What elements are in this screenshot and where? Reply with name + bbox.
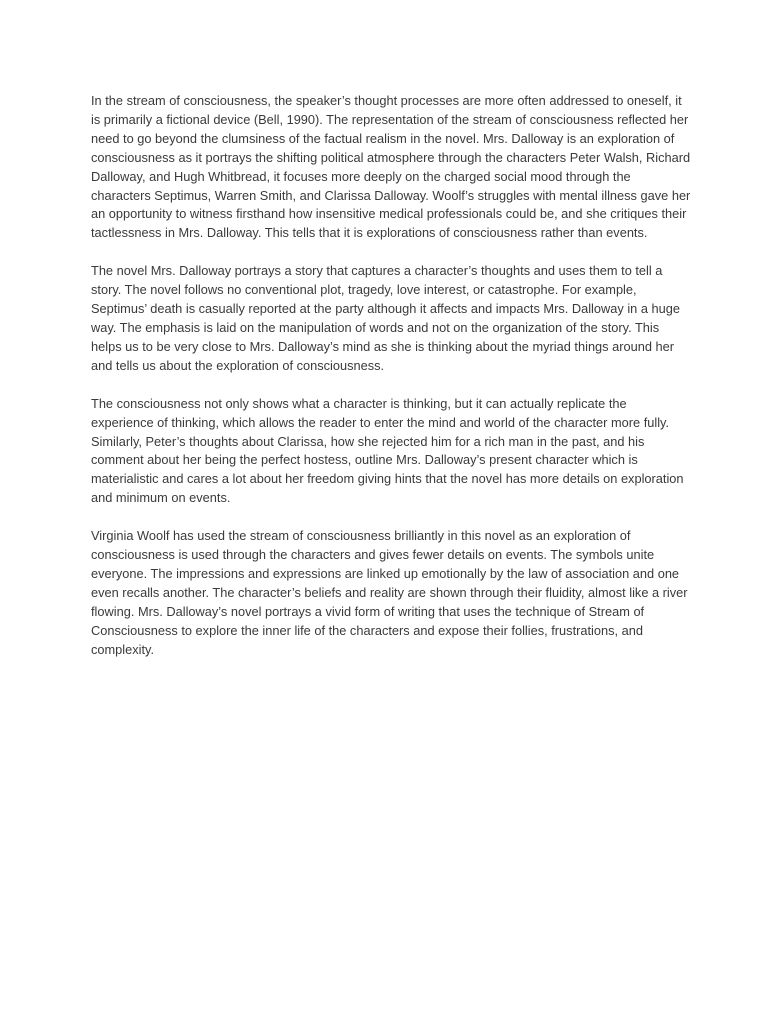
document-body bbox=[91, 92, 691, 678]
paragraph-3: The consciousness not only shows what a character is thinking, but it can actually replicate the experience of thinking, which allows the reader to enter the mind and world of the character more fully. Similarly, Peter’s thoughts about Clarissa, how she rejected him for a rich man in the past, and his comment about her being the perfect hostess, outline Mrs. Dalloway’s present character which is materialistic and cares a lot about her freedom giving hints that the novel has more details on exploration and minimum on events. bbox=[91, 395, 684, 506]
paragraph-1: In the stream of consciousness, the speaker’s thought processes are more often addressed to oneself, it is primarily a fictional device (Bell, 1990). The representation of the stream of consciousness reflected her need to go beyond the clumsiness of the factual realism in the novel. Mrs. Dalloway is an exploration of consciousness as it portrays the shifting political atmosphere through the characters Peter Walsh, Richard Dalloway, and Hugh Whitbread, it focuses more deeply on the charged social mood through the characters Septimus, Warren Smith, and Clarissa Dalloway. Woolf’s struggles with mental illness gave her an opportunity to witness firsthand how insensitive medical professionals could be, and she critiques their tactlessness in Mrs. Dalloway. This tells that it is explorations of consciousness rather than events. bbox=[91, 93, 691, 241]
paragraph-4: Virginia Woolf has used the stream of consciousness brilliantly in this novel as an exploration of consciousness is used through the characters and gives fewer details on events. The symbols unite everyone. The impressions and expressions are linked up emotionally by the law of association and one even recalls another. The character’s beliefs and reality are shown through their fluidity, almost like a river flowing. Mrs. Dalloway’s novel portrays a vivid form of writing that uses the technique of Stream of Consciousness to explore the inner life of the characters and expose their follies, frustrations, and complexity. bbox=[91, 528, 688, 657]
paragraph-2: The novel Mrs. Dalloway portrays a story that captures a character’s thoughts and uses them to tell a story. The novel follows no conventional plot, tragedy, love interest, or catastrophe. For example, Septimus’ death is casually reported at the party although it affects and impacts Mrs. Dalloway in a huge way. The emphasis is laid on the manipulation of words and not on the organization of the story. This helps us to be very close to Mrs. Dalloway’s mind as she is thinking about the myriad things around her and tells us about the exploration of consciousness. bbox=[91, 263, 680, 373]
